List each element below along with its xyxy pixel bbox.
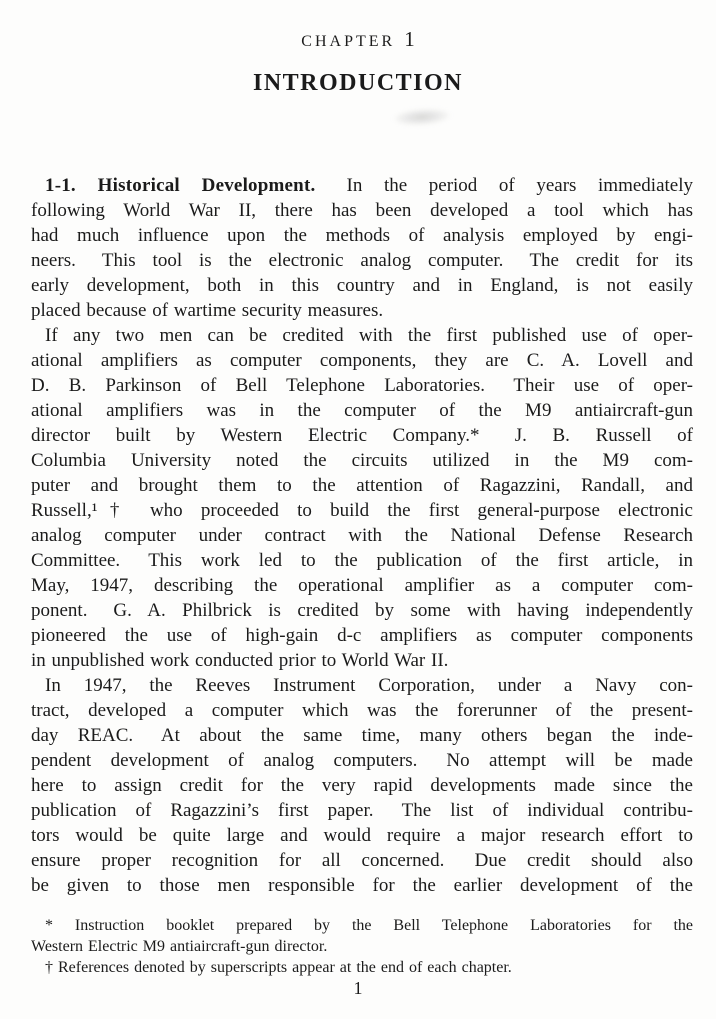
text-line: Committee. This work led to the publication of the first article, in xyxy=(31,550,693,571)
text-line: ponent. G. A. Philbrick is credited by some with having independently xyxy=(31,600,693,621)
text-line: puter and brought them to the attention of Ragazzini, Randall, and xyxy=(31,475,693,496)
text-line: ational amplifiers as computer components, they are C. A. Lovell and xyxy=(31,350,693,371)
page-number: 1 xyxy=(353,978,363,998)
text-line: placed because of wartime security measures. xyxy=(31,300,384,321)
text-line: Columbia University noted the circuits utilized in the M9 com- xyxy=(31,450,693,471)
text-line: ational amplifiers was in the computer of the M9 antiaircraft-gun xyxy=(31,400,693,421)
text-line: publication of Ragazzini’s first paper. The list of individual contribu- xyxy=(31,800,693,821)
paragraph xyxy=(31,673,693,898)
text-line: in unpublished work conducted prior to World War II. xyxy=(31,650,449,671)
text-line: Russell,¹† who proceeded to build the first general-purpose electronic xyxy=(31,500,693,521)
chapter-heading xyxy=(0,27,716,52)
text-line: analog computer under contract with the National Defense Research xyxy=(31,525,693,546)
text-line: day REAC. At about the same time, many others began the inde- xyxy=(31,725,693,746)
paragraph xyxy=(31,323,693,673)
body-text xyxy=(31,173,693,898)
chapter-label: CHAPTER xyxy=(301,33,396,50)
chapter-number: 1 xyxy=(404,27,415,51)
text-line: tract, developed a computer which was the forerunner of the present- xyxy=(31,700,693,721)
text-line: early development, both in this country and in England, is not easily xyxy=(31,275,693,296)
text-line: here to assign credit for the very rapid developments made since the xyxy=(31,775,693,796)
text-line: director built by Western Electric Company.* J. B. Russell of xyxy=(31,425,693,446)
scan-smudge-artifact xyxy=(394,107,451,127)
section-heading: 1-1. Historical Development. xyxy=(45,175,316,196)
text-line: 1-1. Historical Development. In the period of years immediately xyxy=(45,175,693,196)
text-line: pendent development of analog computers. No attempt will be made xyxy=(31,750,693,771)
footnote-line: * Instruction booklet prepared by the Bell Telephone Laboratories for the xyxy=(45,917,693,934)
text-line: If any two men can be credited with the first published use of oper- xyxy=(45,325,693,346)
footnotes xyxy=(31,915,693,978)
text-line: be given to those men responsible for the earlier development of the xyxy=(31,875,693,896)
text-line: pioneered the use of high-gain d-c amplifiers as computer components xyxy=(31,625,693,646)
paragraph xyxy=(31,173,693,323)
text-line: ensure proper recognition for all concerned. Due credit should also xyxy=(31,850,693,871)
footnote-line: † References denoted by superscripts appear at the end of each chapter. xyxy=(45,959,512,976)
text-line: D. B. Parkinson of Bell Telephone Laboratories. Their use of oper- xyxy=(31,375,693,396)
text-line: In 1947, the Reeves Instrument Corporation, under a Navy con- xyxy=(45,675,693,696)
page-title: INTRODUCTION xyxy=(252,70,464,96)
text-line: tors would be quite large and would require a major research effort to xyxy=(31,825,693,846)
footnote-line: Western Electric M9 antiaircraft-gun director. xyxy=(31,938,328,955)
text-line: following World War II, there has been developed a tool which has xyxy=(31,200,693,221)
text-line: neers. This tool is the electronic analog computer. The credit for its xyxy=(31,250,693,271)
text-line: May, 1947, describing the operational amplifier as a computer com- xyxy=(31,575,693,596)
text-line: had much influence upon the methods of analysis employed by engi- xyxy=(31,225,693,246)
